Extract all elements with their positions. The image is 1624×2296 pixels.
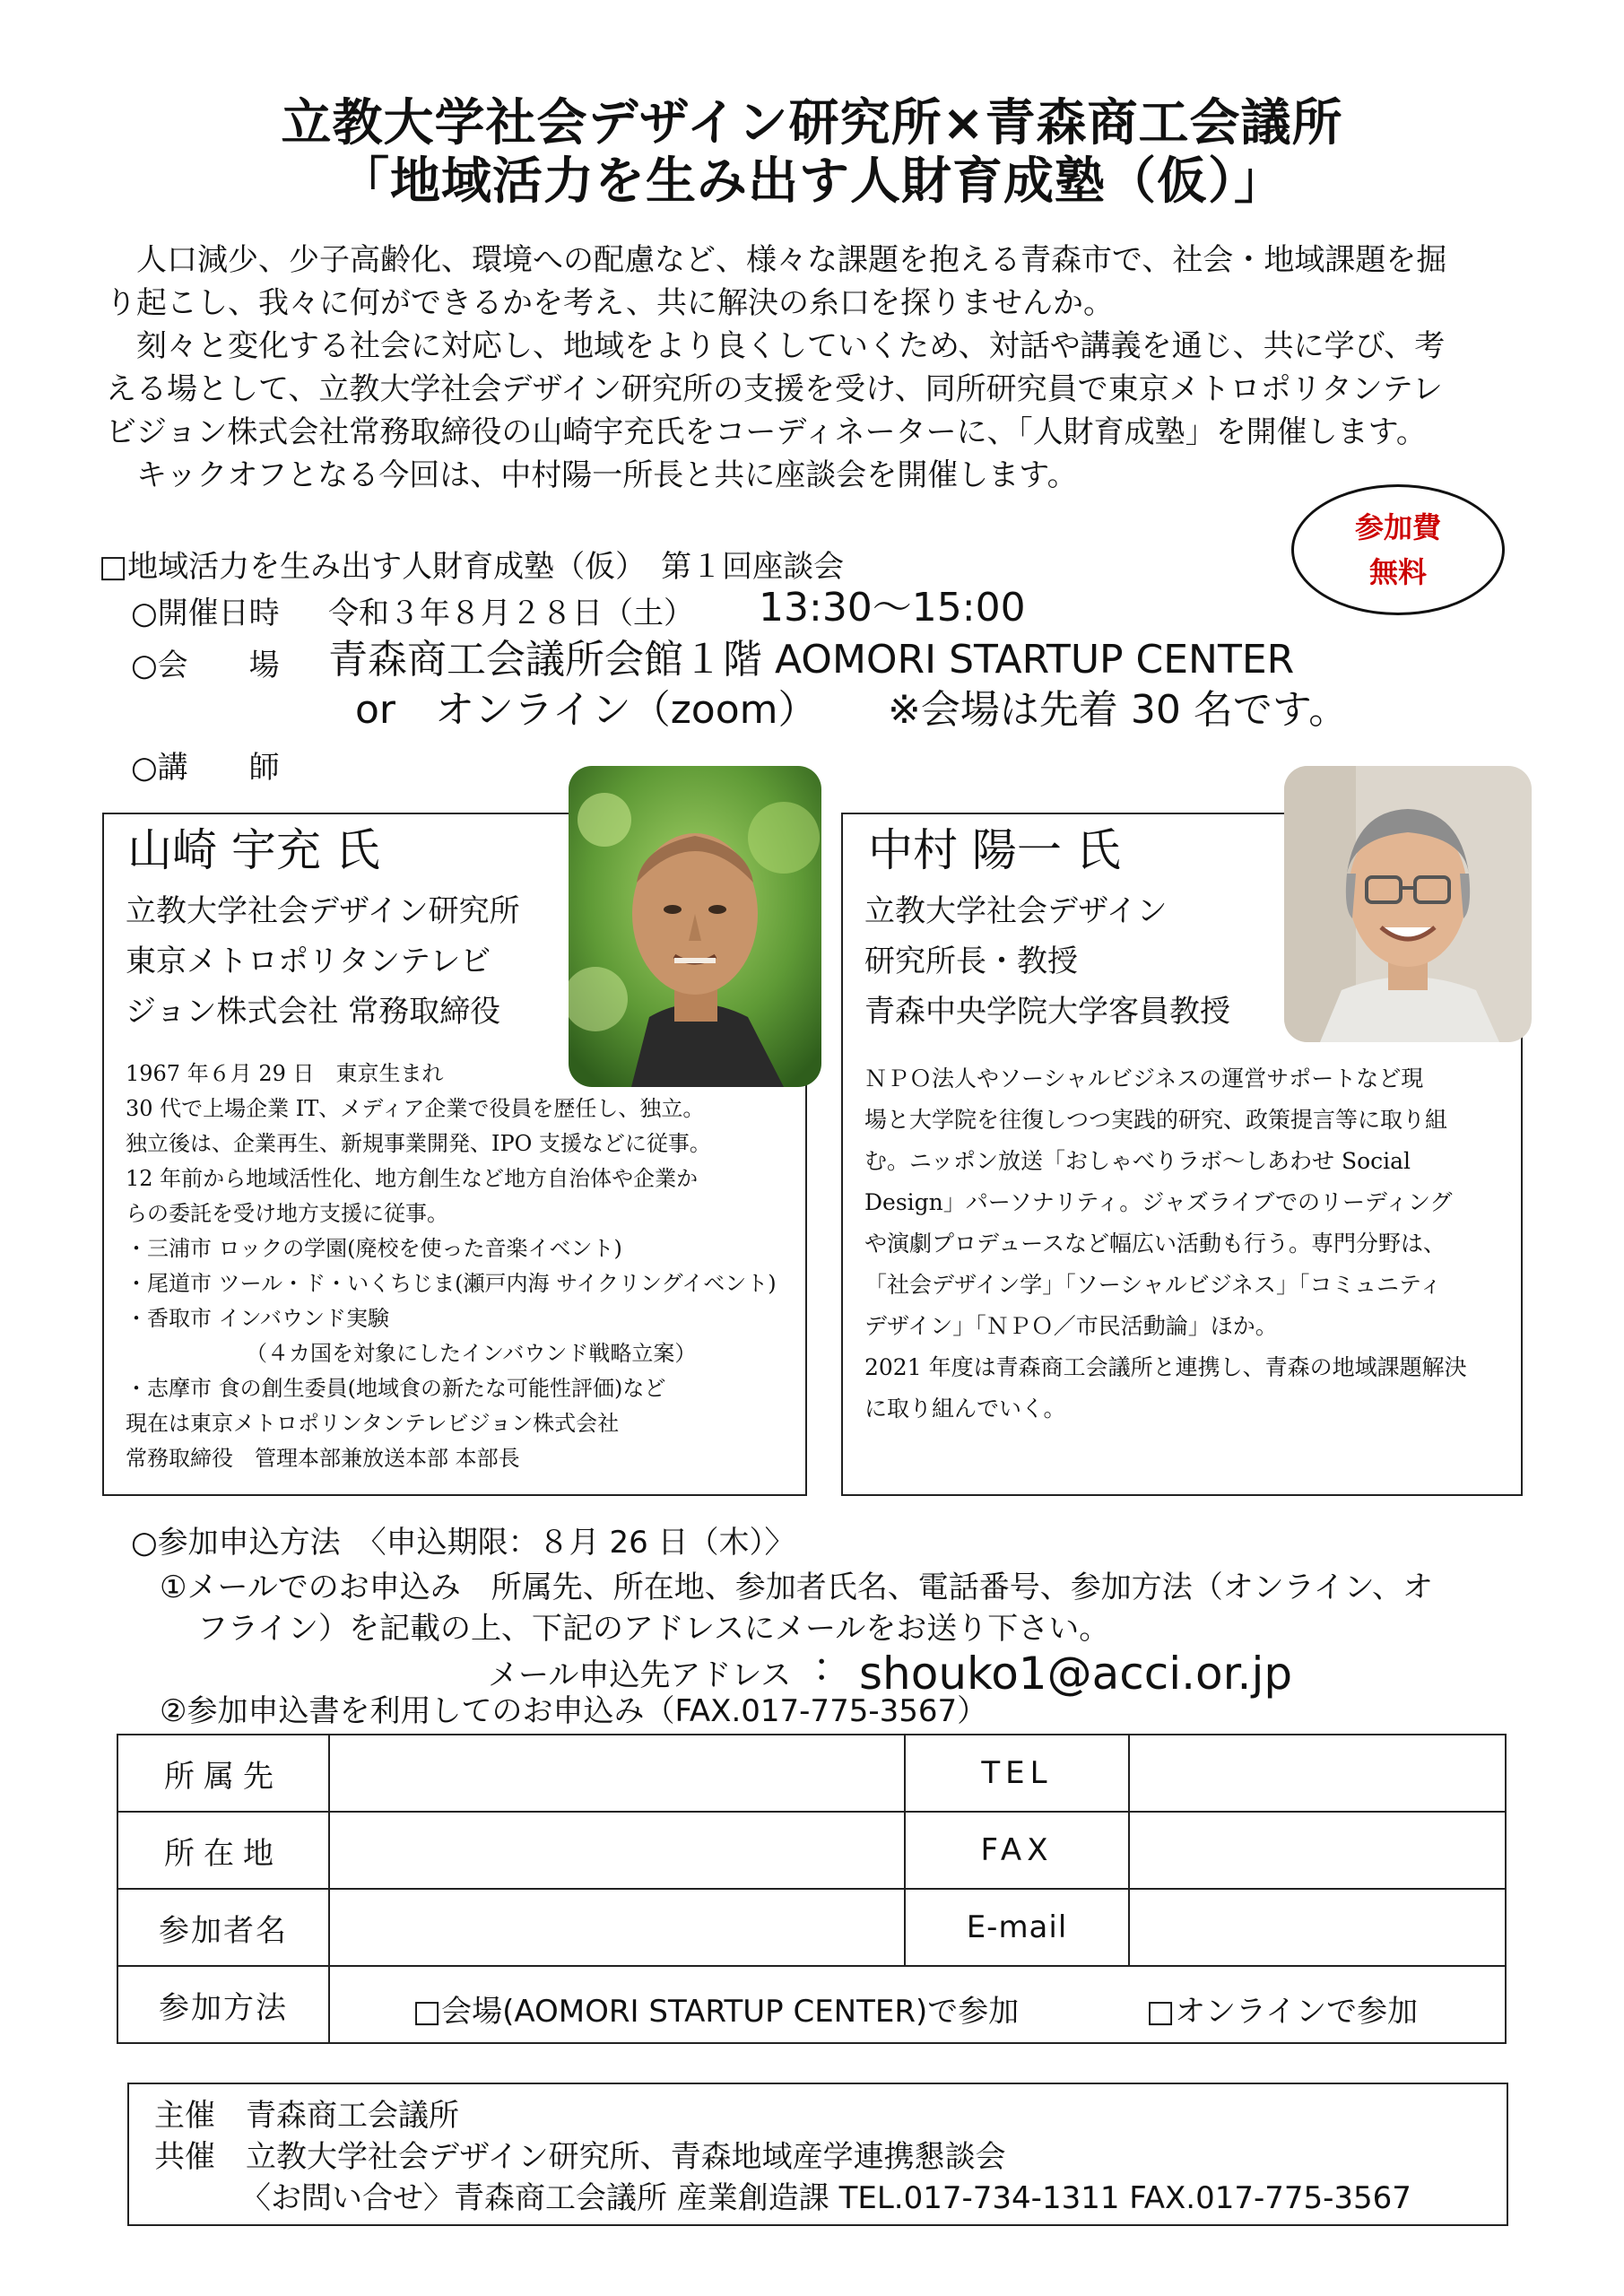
speaker2-bio (864, 1058, 1467, 1430)
form-row (117, 1966, 1506, 2043)
form-label-method: 参加方法 (117, 1966, 329, 2043)
event-capacity-note: ※会場は先着 30 名です。 (888, 687, 1349, 733)
checkbox-venue[interactable]: □会場(AOMORI STARTUP CENTER)で参加 (413, 1994, 1020, 2030)
speaker1-bio-line: ・尾道市 ツール・ド・いくちじま(瀬戸内海 サイクリングイベント) (126, 1271, 777, 1296)
event-venue-label: ○会 場 (131, 648, 280, 683)
fee-label: 参加費 (1354, 510, 1441, 544)
speaker2-bio-line: Design」パーソナリティ。ジャズライブでのリーディング (864, 1189, 1453, 1215)
speaker2-bio-line: デザイン」「ＮＰＯ／市民活動論」ほか。 (864, 1313, 1278, 1339)
speaker1-bio-line: 30 代で上場企業 IT、メディア企業で役員を歴任し、独立。 (126, 1096, 705, 1121)
speaker1-bio-line: 12 年前から地域活性化、地方創生など地方自治体や企業か (126, 1166, 699, 1191)
form-label-affiliation: 所属先 (117, 1735, 329, 1812)
speaker2-bio-line: 場と大学院を往復しつつ実践的研究、政策提言等に取り組 (864, 1107, 1448, 1133)
form-label-email: E-mail (905, 1889, 1129, 1966)
speaker2-photo (1284, 766, 1532, 1042)
event-date-value: 令和３年８月２８日（土） (328, 596, 694, 631)
form-label-participant: 参加者名 (117, 1889, 329, 1966)
form-field-address[interactable] (329, 1812, 905, 1889)
apply-mail-label: メール申込先アドレス (488, 1657, 792, 1693)
footer-contact: 〈お問い合せ〉青森商工会議所 産業創造課 TEL.017-734-1311 FAX.017-775-3567 (240, 2180, 1411, 2216)
form-field-participant[interactable] (329, 1889, 905, 1966)
speaker1-photo (569, 766, 821, 1087)
intro-p1-line1: 人口減少、少子高齢化、環境への配慮など、様々な課題を抱える青森市で、社会・地域課題を掘 (136, 242, 1447, 278)
checkbox-online[interactable]: □オンラインで参加 (1146, 1994, 1419, 2030)
speaker2-bio-line: ＮＰＯ法人やソーシャルビジネスの運営サポートなど現 (864, 1065, 1424, 1091)
speaker1-aff3: ジョン株式会社 常務取締役 (126, 994, 501, 1030)
speaker2-bio-line: 「社会デザイン学」「ソーシャルビジネス」「コミュニティ (864, 1272, 1443, 1298)
event-time-value: 13:30～15:00 (759, 585, 1026, 631)
event-online-value: or オンライン（zoom） (355, 687, 818, 733)
speaker1-bio (126, 1057, 777, 1476)
apply-mail-colon: ： (812, 1645, 852, 1691)
intro-text (106, 239, 1541, 497)
speaker2-aff1: 立教大学社会デザイン (864, 893, 1168, 929)
speaker1-bio-line: 独立後は、企業再生、新規事業開発、IPO 支援などに従事。 (126, 1131, 711, 1156)
event-heading: □地域活力を生み出す人財育成塾（仮） 第１回座談会 (99, 549, 845, 585)
form-field-fax[interactable] (1129, 1812, 1506, 1889)
speaker1-bio-line: 現在は東京メトロポリンタンテレビジョン株式会社 (126, 1411, 620, 1436)
form-field-method (329, 1966, 1506, 2043)
intro-p3-line1: キックオフとなる今回は、中村陽一所長と共に座談会を開催します。 (136, 457, 1078, 493)
intro-p2-line2: える場として、立教大学社会デザイン研究所の支援を受け、同所研究員で東京メトロポリタンテレ (106, 371, 1443, 407)
fee-value: 無料 (1368, 555, 1427, 589)
apply-mail-line1: ①メールでのお申込み 所属先、所在地、参加者氏名、電話番号、参加方法（オンライン、オ (160, 1570, 1434, 1605)
intro-p2-line1: 刻々と変化する社会に対応し、地域をより良くしていくため、対話や講義を通じ、共に学び、考 (136, 328, 1446, 364)
apply-mail-line2: フライン）を記載の上、下記のアドレスにメールをお送り下さい。 (197, 1611, 1110, 1647)
form-row (117, 1812, 1506, 1889)
speaker1-bio-line: らの委託を受け地方支援に従事。 (126, 1201, 448, 1226)
form-label-address: 所在地 (117, 1812, 329, 1889)
form-field-email[interactable] (1129, 1889, 1506, 1966)
speaker2-bio-line: む。ニッポン放送「おしゃべりラボ～しあわせ Social (864, 1148, 1411, 1174)
speaker1-bio-line: 常務取締役 管理本部兼放送本部 本部長 (126, 1446, 520, 1471)
speaker1-bio-line: （４カ国を対象にしたインバウンド戦略立案） (246, 1341, 697, 1366)
application-form-table (117, 1734, 1507, 2044)
speaker1-bio-line: ・香取市 インバウンド実験 (126, 1306, 389, 1331)
footer-cohost: 共催 立教大学社会デザイン研究所、青森地域産学連携懇談会 (154, 2139, 1006, 2175)
speaker1-aff1: 立教大学社会デザイン研究所 (126, 893, 520, 929)
speaker1-bio-line: ・三浦市 ロックの学園(廃校を使った音楽イベント) (126, 1236, 622, 1261)
form-field-tel[interactable] (1129, 1735, 1506, 1812)
mail-address-link[interactable]: shouko1@acci.or.jp (859, 1648, 1293, 1700)
form-field-affiliation[interactable] (329, 1735, 905, 1812)
form-row (117, 1889, 1506, 1966)
event-speakers-label: ○講 師 (131, 750, 280, 786)
event-venue-value: 青森商工会議所会館１階 AOMORI STARTUP CENTER (328, 637, 1295, 683)
speaker1-bio-line: 1967 年６月 29 日 東京生まれ (126, 1061, 444, 1086)
form-label-fax: FAX (905, 1812, 1129, 1889)
footer-organizer: 主催 青森商工会議所 (154, 2098, 459, 2134)
intro-p1-line2: り起こし、我々に何ができるかを考え、共に解決の糸口を探りませんか。 (106, 285, 1115, 321)
speaker2-aff3: 青森中央学院大学客員教授 (864, 994, 1230, 1030)
speaker1-bio-line: ・志摩市 食の創生委員(地域食の新たな可能性評価)など (126, 1376, 666, 1401)
apply-fax-line: ②参加申込書を利用してのお申込み（FAX.017-775-3567） (160, 1693, 988, 1729)
title-line-1: 立教大学社会デザイン研究所×青森商工会議所 (281, 94, 1343, 152)
form-row (117, 1735, 1506, 1812)
apply-heading: ○参加申込方法 〈申込期限：８月 26 日（木）〉 (131, 1525, 795, 1561)
speaker2-name: 中村 陽一 氏 (868, 824, 1121, 876)
intro-p2-line3: ビジョン株式会社常務取締役の山崎宇充氏をコーディネーターに、「人財育成塾」を開催します。 (106, 414, 1427, 450)
event-date-label: ○開催日時 (131, 596, 280, 631)
title-line-2: 「地域活力を生み出す人財育成塾（仮）」 (339, 152, 1285, 211)
speaker2-bio-line: 2021 年度は青森商工会議所と連携し、青森の地域課題解決 (864, 1354, 1467, 1380)
footer-box (127, 2083, 1508, 2226)
speaker2-bio-line: や演劇プロデュースなど幅広い活動も行う。専門分野は、 (864, 1231, 1446, 1257)
form-label-tel: TEL (905, 1735, 1129, 1812)
speaker2-aff2: 研究所長・教授 (864, 944, 1078, 979)
speaker1-aff2: 東京メトロポリタンテレビ (126, 944, 491, 979)
speaker2-bio-line: に取り組んでいく。 (864, 1396, 1066, 1422)
fee-badge (1291, 484, 1505, 615)
speaker1-name: 山崎 宇充 氏 (127, 824, 380, 876)
